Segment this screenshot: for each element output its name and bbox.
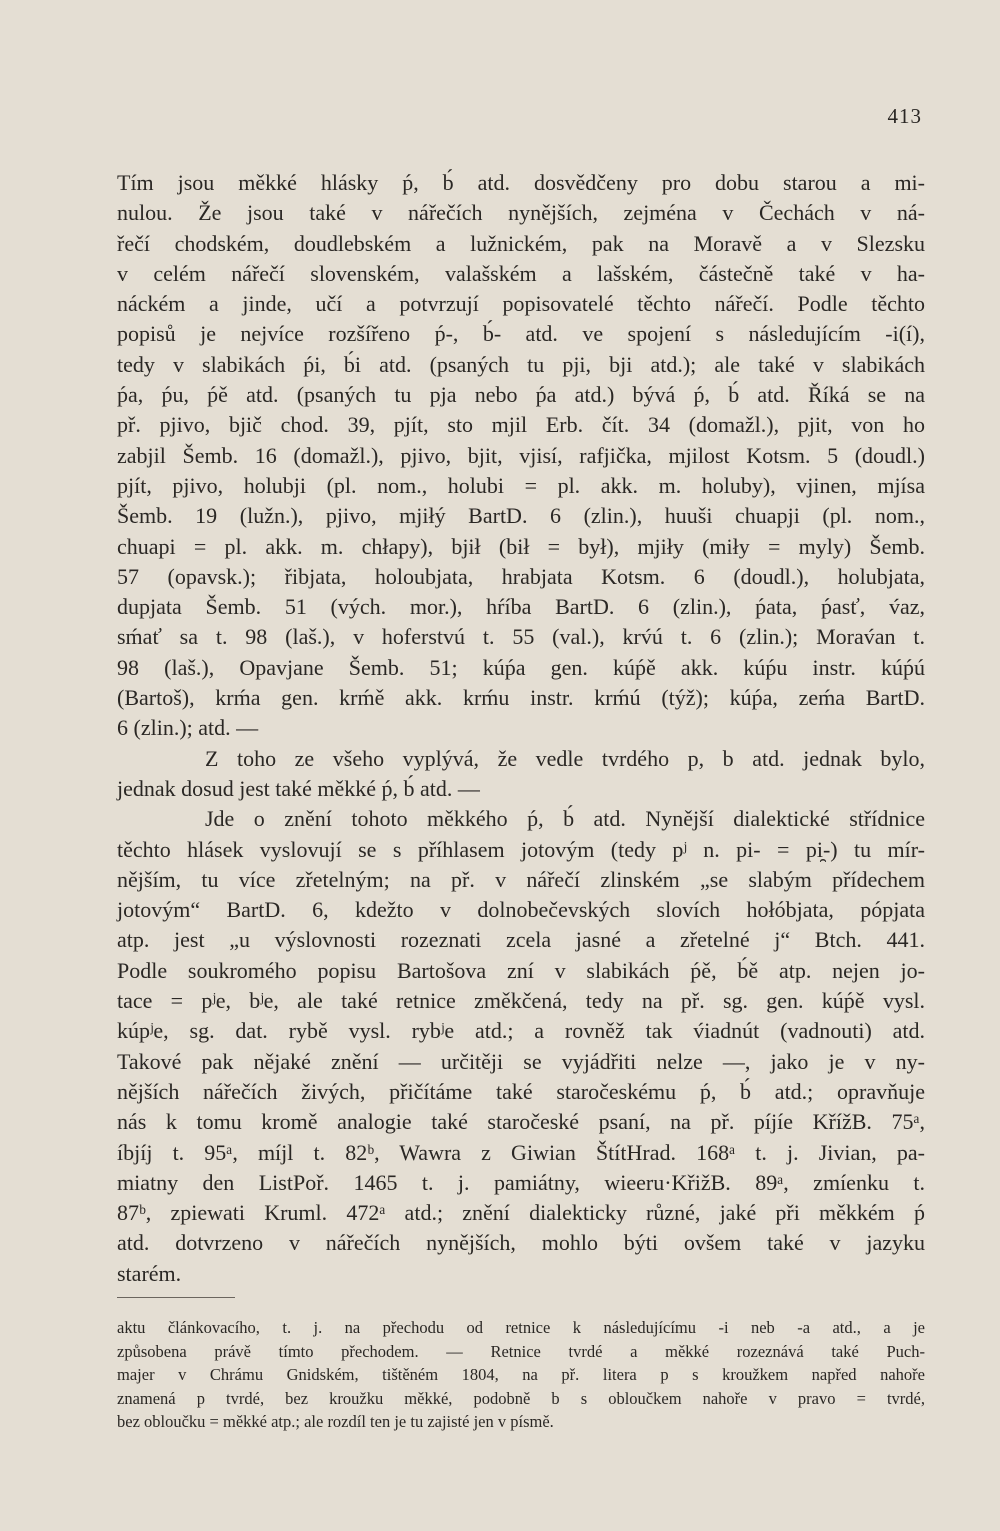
text-line: starém. — [117, 1260, 182, 1286]
text-line: nás k tomu kromě analogie také staročeské psaní, na př. píjíe KřížB. 75ᵃ, — [117, 1109, 925, 1135]
text-line: Takové pak nějaké znění — určitěji se vyjádřiti nelze —, jako je v ny- — [117, 1048, 925, 1074]
text-line: atd. dotvrzeno v nářečích nynějších, mohlo býti ovšem také v jazyku — [117, 1230, 925, 1256]
text-line: tace = pʲe, bʲe, ale také retnice změkčená, tedy na př. sg. gen. kúṕě vysl. — [117, 988, 925, 1014]
footnote-line: aktu článkovacího, t. j. na přechodu od retnice k následujícímu -i neb -a atd., a je — [117, 1318, 925, 1337]
text-line: Tím jsou měkké hlásky ṕ, b́ atd. dosvědčeny pro dobu starou a mi- — [117, 170, 925, 195]
text-line: Z toho ze všeho vyplývá, že vedle tvrdého p, b atd. jednak bylo, — [205, 745, 925, 771]
footnote-line: bez obloučku = měkké atp.; ale rozdíl ten je tu zajisté jen v písmě. — [117, 1412, 554, 1431]
text-line: př. pjivo, bjič chod. 39, pjít, sto mjil Erb. čít. 34 (domažl.), pjit, von ho — [117, 412, 925, 438]
footnote-line: způsobena právě tímto přechodem. — Retnice tvrdé a měkké rozeznává také Puch- — [117, 1341, 925, 1361]
text-line: pjít, pjivo, holubji (pl. nom., holubi = pl. akk. m. holuby), vjinen, mjísa — [117, 472, 925, 498]
text-line: (Bartoš), krḿa gen. krḿě akk. krḿu instr. krḿú (týž); kúṕa, zeḿa BartD. — [117, 685, 925, 711]
text-line: chuapi = pl. akk. m. chłapy), bjił (bił = był), mjiły (miły = myly) Šemb. — [117, 533, 925, 559]
text-line: v celém nářečí slovenském, valašském a lašském, částečně také v ha- — [117, 260, 925, 286]
main-text — [117, 168, 925, 1289]
text-line: nějších nářečích živých, přičítáme také staročeskému ṕ, b́ atd.; opravňuje — [117, 1078, 925, 1104]
text-line: jednak dosud jest také měkké ṕ, b́ atd. — — [117, 775, 480, 801]
text-line: miatny den ListPoř. 1465 t. j. pamiátny, wieeru·KřižB. 89ᵃ, zmíenku t. — [117, 1169, 925, 1195]
text-line: atp. jest „u výslovnosti rozeznati zcela jasné a zřetelné j“ Btch. 441. — [117, 927, 925, 953]
text-line: těchto hlásek vyslovují se s příhlasem jotovým (tedy pʲ n. pi- = pi̯-) tu mír- — [117, 836, 925, 862]
text-line: ṕa, ṕu, ṕě atd. (psaných tu pja nebo ṕa atd.) bývá ṕ, b́ atd. Říká se na — [117, 382, 925, 408]
text-line: tedy v slabikách ṕi, b́i atd. (psaných tu pji, bji atd.); ale také v slabikách — [117, 351, 925, 377]
text-line: íbjíj t. 95ᵃ, míjl t. 82ᵇ, Wawra z Giwian ŠtítHrad. 168ᵃ t. j. Jivian, pa- — [117, 1139, 925, 1165]
text-line: nějším, tu více zřetelným; na př. v nářečí zlinském „se slabým přídechem — [117, 866, 925, 892]
text-line: náckém a jinde, učí a potvrzují popisovatelé těchto nářečí. Podle těchto — [117, 291, 925, 317]
page-number: 413 — [887, 104, 922, 128]
text-line: nulou. Že jsou také v nářečích nynějších, zejména v Čechách v ná- — [117, 200, 925, 226]
text-line: 57 (opavsk.); řibjata, holoubjata, hrabjata Kotsm. 6 (doudl.), holubjata, — [117, 563, 925, 589]
text-line: jotovým“ BartD. 6, kdežto v dolnobečevských slovích hołóbjata, pópjata — [117, 897, 925, 923]
text-line: kúpʲe, sg. dat. rybě vysl. rybʲe atd.; a rovněž tak v́iadnút (vadnouti) atd. — [117, 1018, 925, 1044]
text-line: 98 (laš.), Opavjane Šemb. 51; kúṕa gen. kúṕě akk. kúṕu instr. kúṕú — [117, 654, 925, 680]
text-line: Jde o znění tohoto měkkého ṕ, b́ atd. Nynější dialektické střídnice — [205, 806, 925, 832]
text-line: popisů je nejvíce rozšířeno ṕ-, b́- atd. ve spojení s následujícím -i(í), — [117, 321, 925, 347]
text-line: Šemb. 19 (lužn.), pjivo, mjiłý BartD. 6 (zlin.), huuši chuapji (pl. nom., — [117, 503, 925, 529]
text-line: dupjata Šemb. 51 (vých. mor.), hŕíba BartD. 6 (zlin.), ṕata, ṕasť, v́az, — [117, 594, 925, 620]
footnote-divider — [117, 1297, 235, 1298]
footnote-line: majer v Chrámu Gnidském, tištěném 1804, na př. litera p s kroužkem napřed nahoře — [117, 1365, 925, 1384]
text-line: řečí chodském, doudlebském a lužnickém, pak na Moravě a v Slezsku — [117, 230, 925, 256]
text-line: 6 (zlin.); atd. — — [117, 715, 259, 741]
text-line: 87ᵇ, zpiewati Kruml. 472ᵃ atd.; znění dialekticky různé, jaké při měkkém ṕ — [117, 1200, 925, 1226]
text-line: sḿať sa t. 98 (laš.), v hoferstvú t. 55 (val.), krv́ú t. 6 (zlin.); Morav́an t. — [117, 624, 925, 650]
footnote — [117, 1316, 925, 1434]
text-line: Podle soukromého popisu Bartošova zní v slabikách ṕě, b́ě atp. nejen jo- — [117, 957, 925, 983]
text-line: zabjil Šemb. 16 (domažl.), pjivo, bjit, vjisí, rafjička, mjilost Kotsm. 5 (doudl.) — [117, 442, 925, 468]
footnote-line: znamená p tvrdé, bez kroužku měkké, podobně b s obloučkem nahoře v pravo = tvrdé, — [117, 1388, 925, 1408]
